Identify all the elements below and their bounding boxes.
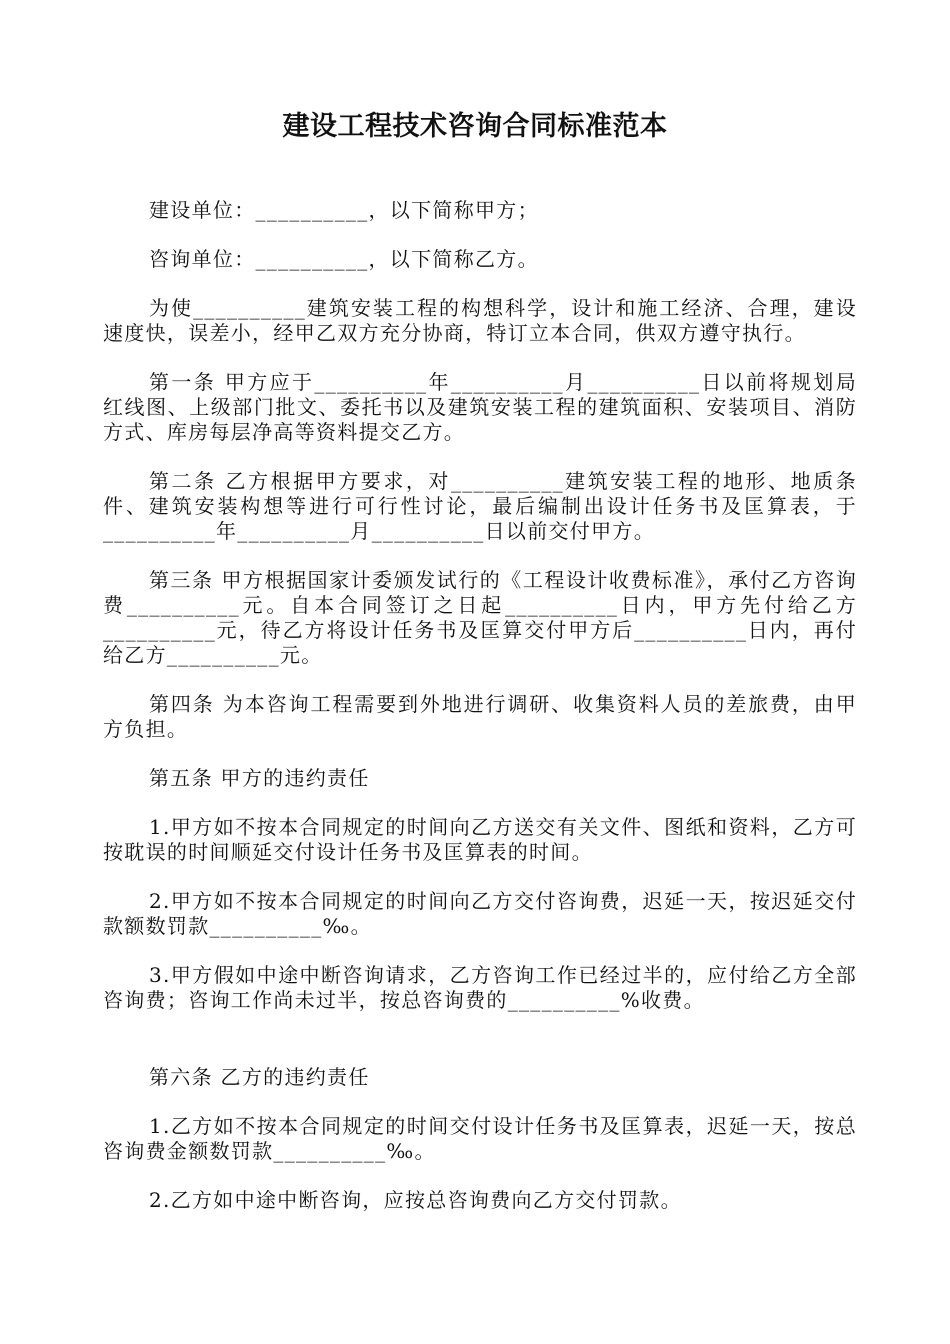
paragraph-article-5-item-3: 3.甲方假如中途中断咨询请求，乙方咨询工作已经过半的，应付给乙方全部咨询费；咨询工作尚未过半，按总咨询费的__________%收费。	[103, 963, 857, 1012]
paragraph-party-a: 建设单位：__________，以下简称甲方；	[149, 198, 539, 222]
paragraph-article-6-item-1: 1.乙方如不按本合同规定的时间交付设计任务书及匡算表，迟延一天，按总咨询费金额数罚款__________‰。	[103, 1114, 857, 1163]
paragraph-preamble: 为使__________建筑安装工程的构想科学，设计和施工经济、合理，建设速度快，误差小，经甲乙双方充分协商，特订立本合同，供双方遵守执行。	[103, 296, 857, 345]
paragraph-article-5-item-2: 2.甲方如不按本合同规定的时间向乙方交付咨询费，迟延一天，按迟延交付款额数罚款__________‰。	[103, 889, 857, 938]
paragraph-article-2: 第二条 乙方根据甲方要求，对__________建筑安装工程的地形、地质条件、建筑安装构想等进行可行性讨论，最后编制出设计任务书及匡算表，于__________年__________月__________日以前交付甲方。	[103, 469, 857, 543]
paragraph-article-5-heading: 第五条 甲方的违约责任	[149, 766, 370, 790]
document-body	[103, 198, 857, 1237]
paragraph-article-5-item-1: 1.甲方如不按本合同规定的时间向乙方送交有关文件、图纸和资料，乙方可按耽误的时间顺延交付设计任务书及匡算表的时间。	[103, 815, 857, 864]
paragraph-article-6-heading: 第六条 乙方的违约责任	[149, 1065, 370, 1089]
paragraph-party-b: 咨询单位：__________，以下简称乙方。	[149, 247, 539, 271]
page-title: 建设工程技术咨询合同标准范本	[282, 111, 668, 142]
paragraph-article-6-item-2: 2.乙方如中途中断咨询，应按总咨询费向乙方交付罚款。	[149, 1188, 682, 1212]
paragraph-article-1: 第一条 甲方应于__________年__________月__________日以前将规划局红线图、上级部门批文、委托书以及建筑安装工程的建筑面积、安装项目、消防方式、库房每层净高等资料提交乙方。	[103, 370, 857, 444]
paragraph-article-4: 第四条 为本咨询工程需要到外地进行调研、收集资料人员的差旅费，由甲方负担。	[103, 692, 857, 741]
paragraph-article-3: 第三条 甲方根据国家计委颁发试行的《工程设计收费标准》，承付乙方咨询费__________元。自本合同签订之日起__________日内，甲方先付给乙方__________元，待乙方将设计任务书及匡算交付甲方后__________日内，再付给乙方__________元。	[103, 568, 857, 667]
